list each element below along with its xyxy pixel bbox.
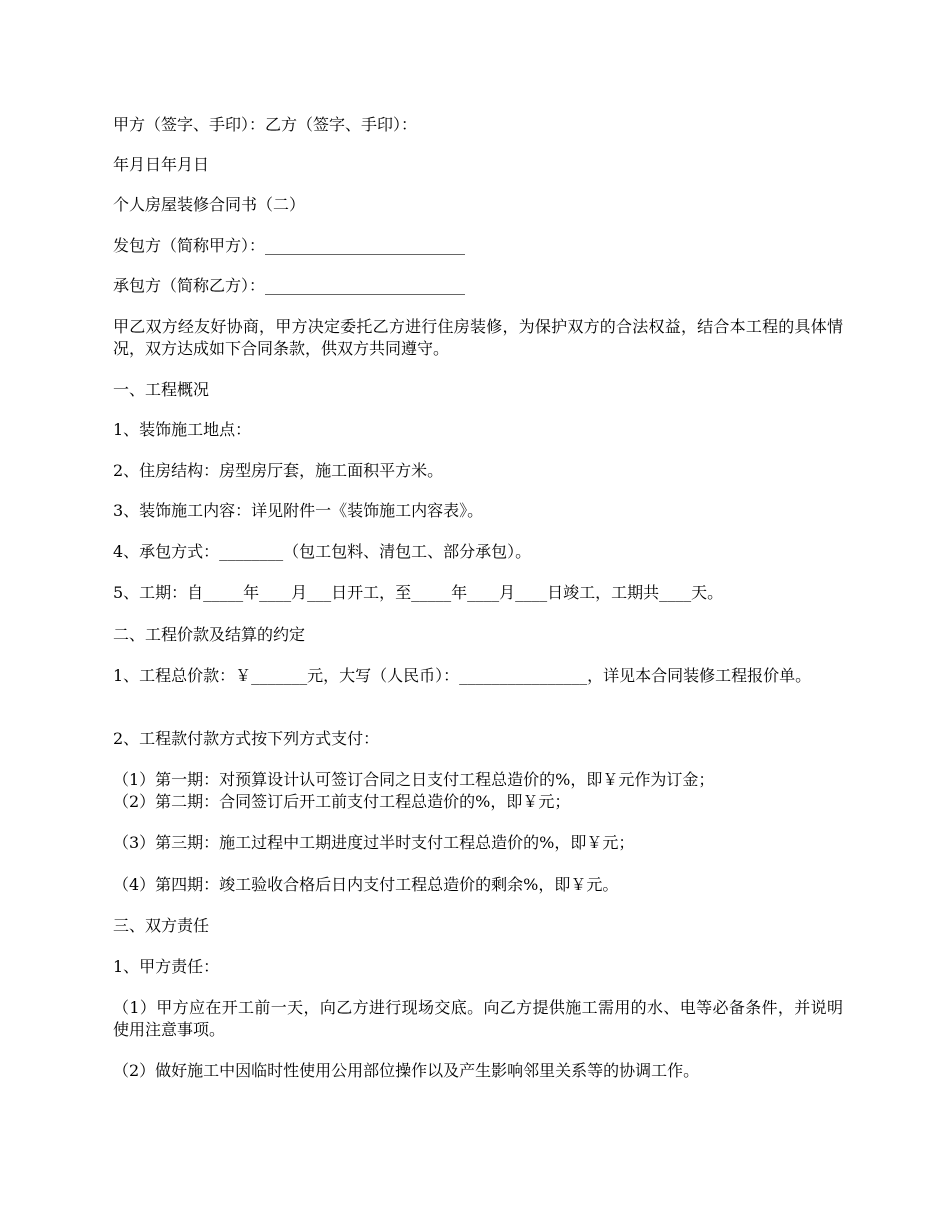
section-heading: 一、工程概况 bbox=[113, 380, 210, 399]
signature-line: 甲方（签字、手印）：乙方（签字、手印）： bbox=[113, 115, 418, 134]
responsibility-item: （1）甲方应在开工前一天，向乙方进行现场交底。向乙方提供施工需用的水、电等必备条件，并说明使用注意事项。 bbox=[113, 998, 843, 1039]
clause-item: 3、装饰施工内容：详见附件一《装饰施工内容表》。 bbox=[113, 501, 484, 520]
payment-item: （3）第三期：施工过程中工期进度过半时支付工程总造价的%，即￥元； bbox=[113, 833, 635, 852]
section-heading: 二、工程价款及结算的约定 bbox=[113, 625, 306, 644]
responsibility-item: （2）做好施工中因临时性使用公用部位操作以及产生影响邻里关系等的协调工作。 bbox=[113, 1061, 700, 1080]
section-heading: 三、双方责任 bbox=[113, 916, 210, 935]
date-line: 年月日年月日 bbox=[113, 155, 210, 174]
clause-item: 2、住房结构：房型房厅套，施工面积平方米。 bbox=[113, 461, 444, 480]
clause-item: 4、承包方式：________（包工包料、清包工、部分承包）。 bbox=[113, 542, 532, 561]
clause-item: 2、工程款付款方式按下列方式支付： bbox=[113, 729, 380, 748]
clause-item: 1、工程总价款：￥_______元，大写（人民币）：________________，详见本合同装修工程报价单。 bbox=[113, 666, 812, 685]
clause-item: 5、工期：自_____年____月___日开工，至_____年____月____日竣工，工期共____天。 bbox=[113, 583, 724, 602]
payment-item: （1）第一期：对预算设计认可签订合同之日支付工程总造价的%，即￥元作为订金； bbox=[113, 770, 715, 789]
document-title: 个人房屋装修合同书（二） bbox=[113, 195, 306, 214]
payment-item: （4）第四期：竣工验收合格后日内支付工程总造价的剩余%，即￥元。 bbox=[113, 875, 619, 894]
payment-item: （2）第二期：合同签订后开工前支付工程总造价的%，即￥元； bbox=[113, 792, 571, 811]
preamble-paragraph: 甲乙双方经友好协商，甲方决定委托乙方进行住房装修，为保护双方的合法权益，结合本工程的具体情况，双方达成如下合同条款，供双方共同遵守。 bbox=[113, 317, 843, 358]
party-a-line: 发包方（简称甲方）：_________________________ bbox=[113, 236, 466, 255]
clause-item: 1、装饰施工地点： bbox=[113, 420, 252, 439]
clause-item: 1、甲方责任： bbox=[113, 957, 220, 976]
party-b-line: 承包方（简称乙方）：_________________________ bbox=[113, 276, 466, 295]
